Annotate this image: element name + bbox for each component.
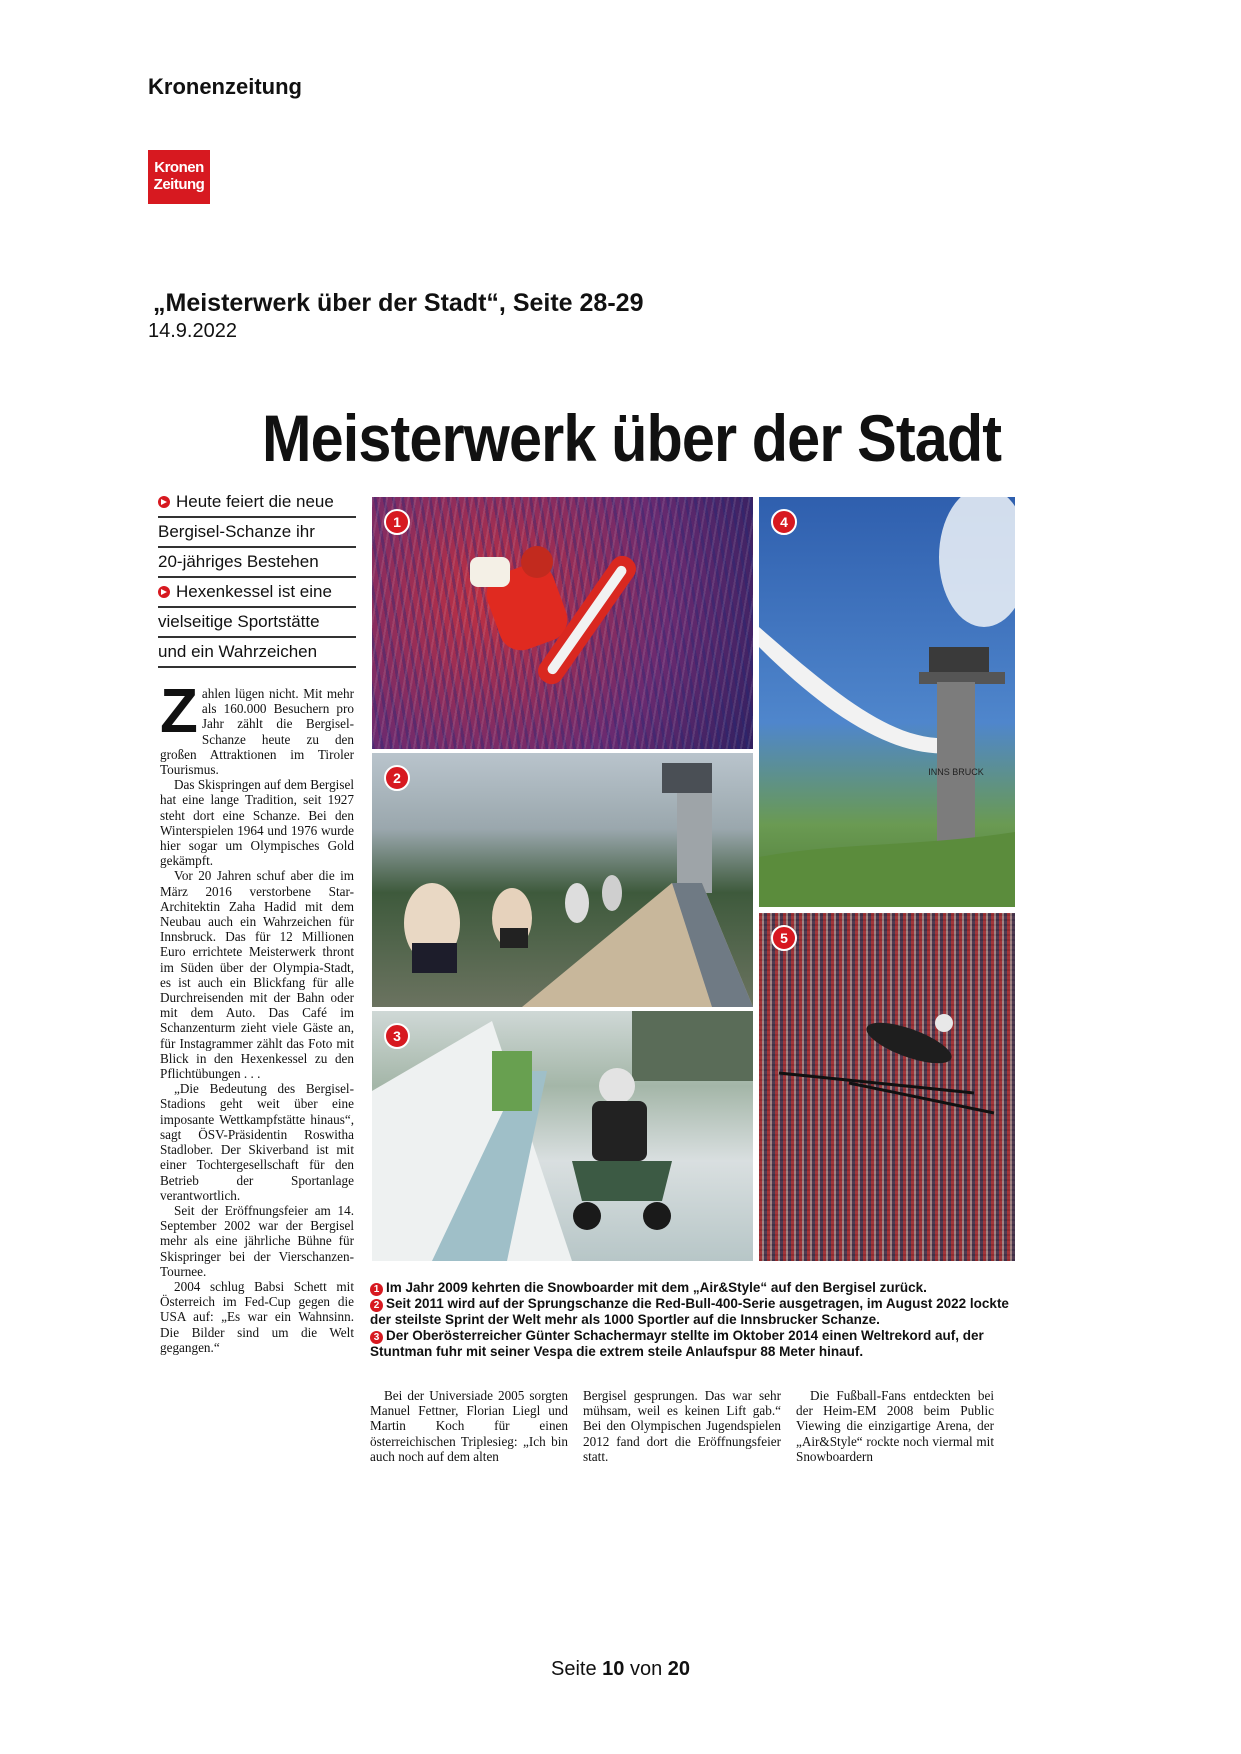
paragraph: Vor 20 Jahren schuf aber die im März 2016 verstorbene Star-Architektin Zaha Hadid mit dem Neubau auch ein Wahrzeichen für Innsbruck. Das für 12 Millionen Euro errichtete Meisterwerk thront im Süden über der Olympia-Stadt, es ist auch ein Blickfang für alle Durchreisenden mit der Bahn oder mit dem Auto. Das Café im Schanzenturm zieht viele Gäste an, für Instagrammer zählt das Foto mit Blick in den Hexenkessel zu den Pflichtübungen . . . bbox=[160, 868, 354, 1082]
footer-middle: von bbox=[629, 1658, 663, 1680]
photo-captions bbox=[370, 1280, 1010, 1360]
bullet-arrow-icon bbox=[158, 586, 170, 598]
paragraph: Das Skispringen auf dem Bergisel hat eine lange Tradition, seit 1927 steht dort eine Schanze. Bei den Winterspielen 1964 und 1976 wurde hier sogar um Olympisches Gold gekämpft. bbox=[160, 777, 354, 869]
teaser-line: 20-jähriges Bestehen bbox=[158, 548, 356, 578]
tower-sign-text: INNS BRUCK bbox=[928, 767, 984, 777]
photo-red-bull-400-runners bbox=[372, 753, 753, 1007]
snowboarder-illustration bbox=[372, 497, 753, 749]
paragraph: Zahlen lügen nicht. Mit mehr als 160.000 Besuchern pro Jahr zählt die Bergisel-Schanze heute zu den großen Attraktionen im Tiroler Tourismus. bbox=[160, 677, 354, 778]
tower-illustration bbox=[759, 497, 1015, 907]
photo-snowboarder bbox=[372, 497, 753, 749]
paragraph: 2004 schlug Babsi Schett mit Österreich im Fed-Cup gegen die USA auf: „Es war ein Wahnsinn. Die Bilder sind um die Welt gegangen.“ bbox=[160, 1278, 354, 1355]
caption-2: 2 Seit 2011 wird auf der Sprungschanze die Red-Bull-400-Serie ausgetragen, im August 2022 lockte der steilste Sprint der Welt mehr als 1000 Sportler auf die Innsbrucker Schanze. bbox=[370, 1296, 1009, 1327]
photo-ski-jump-tower bbox=[759, 497, 1015, 907]
photo-number-badge: 2 bbox=[384, 765, 410, 791]
teaser-line: Bergisel-Schanze ihr bbox=[158, 518, 356, 548]
photo-vespa-rider bbox=[372, 1011, 753, 1261]
teaser-line: und ein Wahrzeichen bbox=[158, 638, 356, 668]
page-footer bbox=[0, 1658, 1241, 1681]
caption-number: 3 bbox=[370, 1331, 383, 1344]
article-column-1 bbox=[160, 677, 354, 1355]
teaser-box bbox=[158, 488, 356, 668]
caption-number: 1 bbox=[370, 1283, 383, 1296]
jumper-illustration bbox=[759, 913, 1015, 1261]
logo-line-1: Kronen bbox=[154, 159, 204, 176]
document-title: „Meisterwerk über der Stadt“, Seite 28-29 bbox=[153, 289, 644, 317]
article-column-3: Bergisel gesprungen. Das war sehr mühsam, weil es keinen Lift gab.“ Bei den Olympischen Jugendspielen 2012 fand dort die Eröffnungsfeier statt. bbox=[583, 1388, 781, 1464]
footer-page-number: 10 bbox=[602, 1658, 625, 1680]
paragraph: „Die Bedeutung des Bergisel-Stadions geht weit über eine imposante Wettkampfstätte hinaus“, sagt ÖSV-Präsidentin Roswitha Stadlober. Der Skiverband ist mit einer Tochtergesellschaft für den Betrieb der Sportanlage verantwortlich. bbox=[160, 1081, 354, 1203]
footer-prefix: Seite bbox=[550, 1658, 597, 1680]
teaser-line: Heute feiert die neue bbox=[158, 488, 356, 518]
krone-logo bbox=[148, 150, 210, 204]
caption-number: 2 bbox=[370, 1299, 383, 1312]
teaser-line: vielseitige Sportstätte bbox=[158, 608, 356, 638]
article-column-2: Bei der Universiade 2005 sorgten Manuel Fettner, Florian Liegl und Martin Koch für einen österreichischen Triplesieg: „Ich bin auch noch auf dem alten bbox=[370, 1388, 568, 1464]
caption-1: 1 Im Jahr 2009 kehrten die Snowboarder mit dem „Air&Style“ auf den Bergisel zurück. bbox=[370, 1280, 1010, 1296]
photo-number-badge: 3 bbox=[384, 1023, 410, 1049]
caption-3: 3 Der Oberösterreicher Günter Schachermayr stellte im Oktober 2014 einen Weltrekord auf, der Stuntman fuhr mit seiner Vespa die extrem steile Anlaufspur 88 Meter hinauf. bbox=[370, 1328, 984, 1359]
photo-number-badge: 5 bbox=[771, 925, 797, 951]
paragraph: Seit der Eröffnungsfeier am 14. September 2002 war der Bergisel mehr als eine jährliche Bühne für Skispringer bei der Vierschanzen-Tournee. bbox=[160, 1202, 354, 1279]
photo-crowd-ski-jumper bbox=[759, 913, 1015, 1261]
photo-number-badge: 4 bbox=[771, 509, 797, 535]
footer-page-total: 20 bbox=[667, 1658, 691, 1680]
publication-name: Kronenzeitung bbox=[148, 74, 302, 99]
document-date: 14.9.2022 bbox=[148, 320, 237, 342]
photo-number-badge: 1 bbox=[384, 509, 410, 535]
bullet-arrow-icon bbox=[158, 496, 170, 508]
article-column-4: Die Fußball-Fans entdeckten bei der Heim-EM 2008 beim Public Viewing die einzigartige Arena, der „Air&Style“ rockte noch viermal mit Snowboardern bbox=[796, 1388, 994, 1464]
article-headline: Meisterwerk über der Stadt bbox=[262, 401, 1002, 475]
teaser-line: Hexenkessel ist eine bbox=[158, 578, 356, 608]
logo-line-2: Zeitung bbox=[153, 176, 205, 193]
drop-cap: Z bbox=[160, 677, 198, 746]
runners-illustration bbox=[372, 753, 753, 1007]
vespa-illustration bbox=[372, 1011, 753, 1261]
